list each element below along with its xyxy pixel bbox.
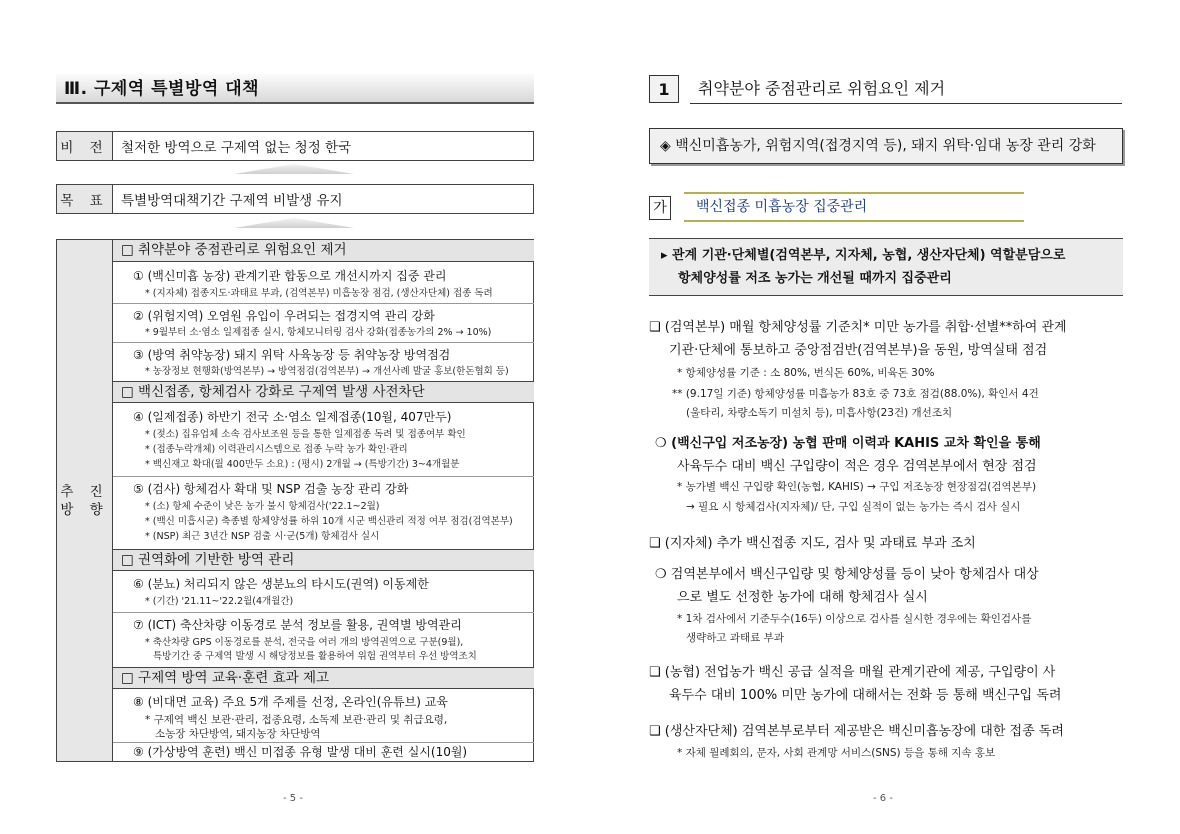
vision-text: 철저한 방역으로 구제역 없는 청정 한국 [121,140,352,156]
strategy-note: * (젖소) 집유업체 소속 검사보조원 등을 통한 일제접종 독려 및 접종여부 확인 [145,429,466,440]
vision-row [56,131,534,161]
key-point-line2: 항체양성률 저조 농가는 개선될 때까지 집중관리 [678,271,952,286]
strategy-item-1: ① (백신미흡 농장) 관계기관 합동으로 개선시까지 집중 관리 [133,269,447,283]
paragraph: 사육두수 대비 백신 구입량이 적은 경우 검역본부에서 현장 점검 [677,459,1037,474]
strategy-heading-4: □ 구제역 방역 교육·훈련 효과 제고 [113,667,534,689]
strategy-note: 소농장 차단방역, 돼지농장 차단방역 [155,728,321,740]
summary-box: ◈ 백신미흡농가, 위험지역(접경지역 등), 돼지 위탁·임대 농장 관리 강화 [649,128,1123,164]
strategy-item-3: ③ (방역 취약농장) 돼지 위탁 사육농장 등 취약농장 방역점검 [133,348,451,362]
strategy-item-2: ② (위험지역) 오염원 유입이 우려되는 접경지역 관리 강화 [133,309,435,323]
strategy-table [56,239,534,762]
strategy-heading-3: □ 권역화에 기반한 방역 관리 [113,549,534,571]
paragraph: 기관·단체에 통보하고 중앙점검반(검역본부)을 동원, 방역실태 점검 [669,343,1048,358]
section-title: Ⅲ. 구제역 특별방역 대책 [56,74,534,104]
goal-row [56,184,534,214]
row-divider [113,303,534,304]
section-number-box: 1 [649,75,679,103]
chevron-divider [234,164,354,174]
chevron-divider [234,218,354,228]
strategy-note: * 백신재고 확대(월 400만두 소요) : (평시) 2개월 → (특방기간) 3~4개월분 [145,459,460,470]
side-label-line2: 방 향 [60,501,109,518]
paragraph: 으로 별도 선정한 농가에 대해 항체검사 실시 [677,590,928,605]
note: * 자체 월례회의, 문자, 사회 관계망 서비스(SNS) 등을 통해 지속 홍보 [677,747,996,759]
paragraph: ❑ (검역본부) 매월 항체양성률 기준치* 미만 농가를 취합·선별**하여 관계 [649,320,1067,335]
vision-label: 비 전 [57,132,113,160]
strategy-note: * (소) 항체 수준이 낮은 농가 불시 항체검사('22.1~2월) [145,501,380,512]
page-number: - 6 - [873,793,893,804]
strategy-item-6: ⑥ (분뇨) 처리되지 않은 생분뇨의 타시도(권역) 이동제한 [133,577,429,591]
strategy-note: 특방기간 중 구제역 발생 시 해당정보를 활용하여 위험 권역부터 우선 방역조치 [153,651,477,662]
strategy-heading-1: □ 취약분야 중점관리로 위험요인 제거 [113,240,534,262]
strategy-note: * 농장정보 현행화(방역본부) → 방역점검(검역본부) → 개선사례 발굴 홍보(한돈협회 등) [145,366,509,377]
strategy-heading-2: □ 백신접종, 항체검사 강화로 구제역 발생 사전차단 [113,381,534,403]
note: → 필요 시 항체검사(지자체)/ 단, 구입 실적이 없는 농가는 즉시 검사 실시 [686,501,1021,513]
paragraph: ❑ (농협) 전업농가 백신 공급 실적을 매월 관계기관에 제공, 구입량이 사 [649,665,1056,680]
note: * 항체양성률 기준 : 소 80%, 번식돈 60%, 비육돈 30% [677,367,935,379]
paragraph: ❑ (지자체) 추가 백신접종 지도, 검사 및 과태료 부과 조치 [649,536,976,551]
strategy-item-7: ⑦ (ICT) 축산차량 이동경로 분석 정보를 활용, 권역별 방역관리 [133,618,462,632]
strategy-note: * (접종누락개체) 이력관리시스템으로 접종 누락 농가 확인·관리 [145,444,408,455]
row-divider [113,342,534,343]
paragraph: 육두수 대비 100% 미만 농가에 대해서는 전화 등 통해 백신구입 독려 [669,688,1062,703]
strategy-note: * 9월부터 소·염소 일제접종 실시, 항체모니터링 검사 강화(접종농가의 2% → 10%) [145,327,492,338]
strategy-note: * (기간) '21.11~'22.2월(4개월간) [145,596,294,607]
strategy-note: * (백신 미흡시군) 축종별 항체양성률 하위 10개 시군 백신관리 적정 여부 점검(검역본부) [145,516,513,527]
subsection-marker: 가 [649,196,671,220]
note: ** (9.17일 기준) 항체양성률 미흡농가 83호 중 73호 점검(88.0%), 확인서 4건 [672,388,1039,400]
row-divider [113,742,534,743]
side-label [57,240,113,761]
row-divider [113,612,534,613]
key-point-box [649,238,1123,296]
note: 생략하고 과태료 부과 [686,632,784,644]
note: (울타리, 차량소독기 미설치 등), 미흡사항(23건) 개선조치 [686,407,953,419]
goal-text: 특별방역대책기간 구제역 비발생 유지 [121,193,343,209]
strategy-item-9: ⑨ (가상방역 훈련) 백신 미접종 유형 발생 대비 훈련 실시(10월) [133,745,468,759]
strategy-note: * 구제역 백신 보관·관리, 접종요령, 소독제 보관·관리 및 취급요령, [145,714,448,726]
goal-label: 목 표 [57,185,113,213]
strategy-item-8: ⑧ (비대면 교육) 주요 5개 주제를 선정, 온라인(유튜브) 교육 [133,695,448,709]
note: * 1차 검사에서 기준두수(16두) 이상으로 검사를 실시한 경우에는 확인검사를 [677,613,1032,625]
side-label-line1: 추 진 [60,483,109,500]
strategy-item-5: ⑤ (검사) 항체검사 확대 및 NSP 검출 농장 관리 강화 [133,482,409,496]
subsection-title: 백신접종 미흡농장 집중관리 [684,192,1024,222]
paragraph: ❍ (백신구입 저조농장) 농협 판매 이력과 KAHIS 교차 확인을 통해 [655,436,1041,451]
section-heading: 취약분야 중점관리로 위험요인 제거 [690,76,1122,104]
strategy-note: * 축산차량 GPS 이동경로를 분석, 전국을 여러 개의 방역권역으로 구분(9월), [145,637,464,648]
strategy-note: * (NSP) 최근 3년간 NSP 검출 시·군(5개) 항체검사 실시 [145,531,380,542]
strategy-note: * (지자체) 접종지도·과태료 부과, (검역본부) 미흡농장 점검, (생산자단체) 접종 독려 [145,288,493,299]
paragraph: ❍ 검역본부에서 백신구입량 및 항체양성률 등이 낮아 항체검사 대상 [655,567,1039,582]
paragraph: ❑ (생산자단체) 검역본부로부터 제공받은 백신미흡농장에 대한 접종 독려 [649,724,1064,739]
row-divider [113,476,534,477]
note: * 농가별 백신 구입량 확인(농협, KAHIS) → 구입 저조농장 현장점검(검역본부) [677,481,1037,493]
page-number: - 5 - [283,793,303,804]
key-point-line1: ▸ 관계 기관·단체별(검역본부, 지자체, 농협, 생산자단체) 역할분담으로 [661,248,1066,263]
strategy-item-4: ④ (일제접종) 하반기 전국 소·염소 일제접종(10월, 407만두) [133,410,452,424]
